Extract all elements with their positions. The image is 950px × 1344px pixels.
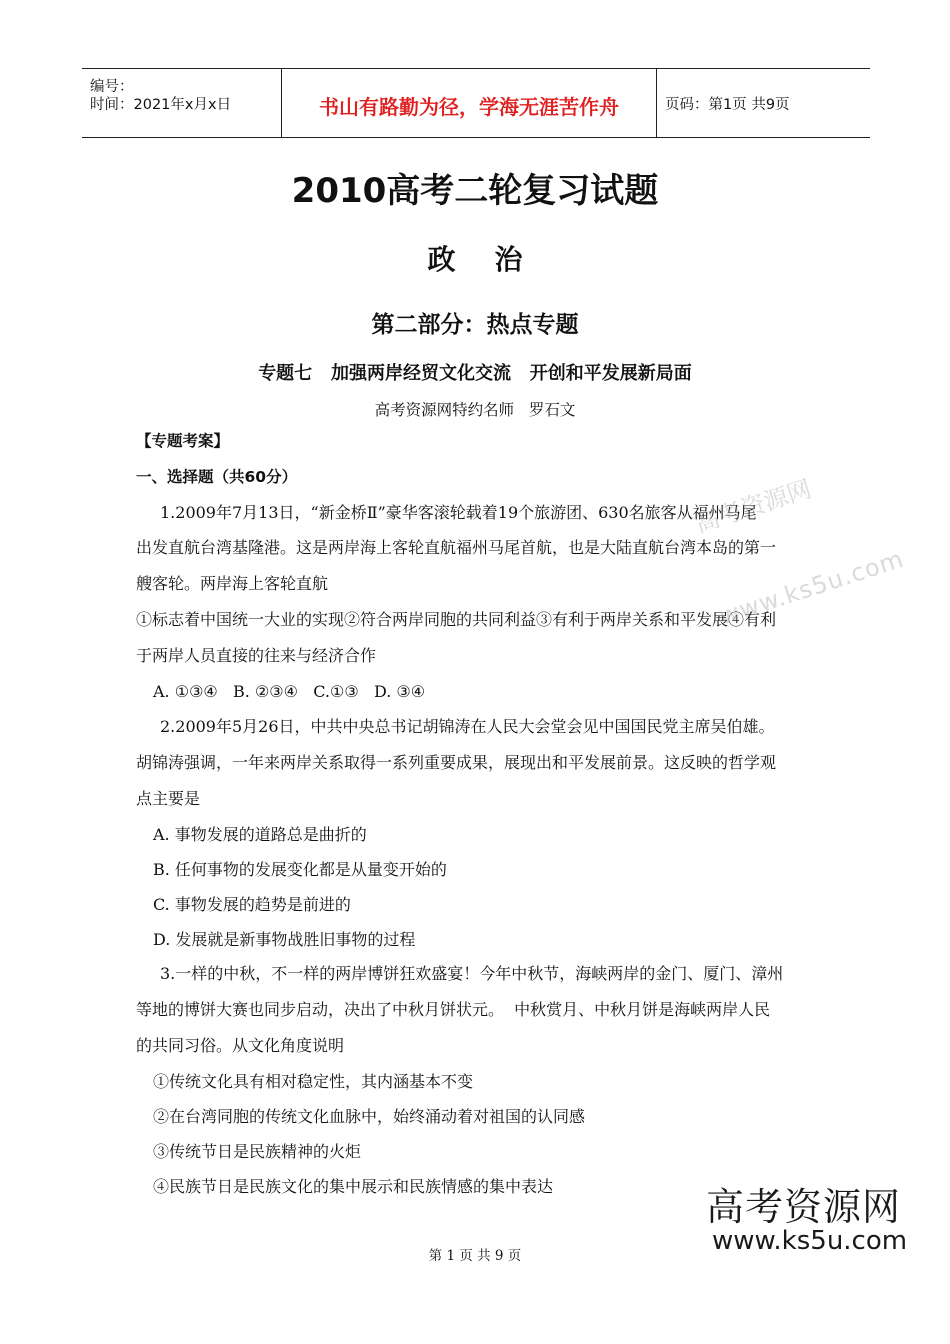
header-right-cell bbox=[657, 69, 870, 137]
question-3-line-2: 等地的博饼大赛也同步启动，决出了中秋月饼状元。 中秋赏月、中秋月饼是海峡两岸人民 bbox=[136, 1000, 771, 1019]
question-2-option-a: A. 事物发展的道路总是曲折的 bbox=[153, 825, 367, 844]
watermark-cn: 高考资源网 bbox=[691, 474, 815, 539]
document-title: 2010高考二轮复习试题 bbox=[291, 171, 659, 211]
subject-heading: 政 治 bbox=[427, 243, 523, 276]
header-middle-cell bbox=[281, 69, 657, 137]
question-3-statement-3: ③传统节日是民族精神的火炬 bbox=[153, 1142, 362, 1161]
number-label: 编号： bbox=[90, 79, 134, 95]
section-heading: 【专题考案】 bbox=[136, 432, 230, 450]
topic-heading: 专题七 加强两岸经贸文化交流 开创和平发展新局面 bbox=[258, 363, 692, 384]
question-1-options: A. ①③④ B. ②③④ C.①③ D. ③④ bbox=[153, 682, 426, 701]
question-1-line-1: 1.2009年7月13日，“新金桥Ⅱ”豪华客滚轮载着19个旅游团、630名旅客从福州马尾 bbox=[160, 503, 757, 522]
question-2-option-c: C. 事物发展的趋势是前进的 bbox=[153, 895, 351, 914]
time-label: 时间：2021年x月x日 bbox=[90, 97, 232, 113]
question-2-option-d: D. 发展就是新事物战胜旧事物的过程 bbox=[153, 930, 416, 949]
question-2-option-b: B. 任何事物的发展变化都是从量变开始的 bbox=[153, 860, 447, 879]
motto: 书山有路勤为径，学海无涯苦作舟 bbox=[319, 95, 619, 119]
question-3-statement-2: ②在台湾同胞的传统文化血脉中，始终涌动着对祖国的认同感 bbox=[153, 1107, 586, 1126]
question-2-line-3: 点主要是 bbox=[136, 789, 201, 808]
watermark-url: www.ks5u.com bbox=[716, 544, 908, 631]
page-footer: 第 1 页 共 9 页 bbox=[428, 1248, 522, 1264]
page-info: 页码：第1页 共9页 bbox=[665, 97, 790, 113]
logo-text: 高考资源网 bbox=[706, 1185, 902, 1229]
question-1-statements-1: ①标志着中国统一大业的实现②符合两岸同胞的共同利益③有利于两岸关系和平发展④有利 bbox=[136, 610, 777, 629]
question-3-line-3: 的共同习俗。从文化角度说明 bbox=[136, 1036, 345, 1055]
header-table bbox=[82, 68, 870, 138]
question-3-statement-1: ①传统文化具有相对稳定性，其内涵基本不变 bbox=[153, 1072, 474, 1091]
question-1-statements-2: 于两岸人员直接的往来与经济合作 bbox=[136, 646, 377, 665]
question-3-line-1: 3.一样的中秋，不一样的两岸博饼狂欢盛宴！今年中秋节，海峡两岸的金门、厦门、漳州 bbox=[160, 964, 784, 983]
header-left-cell bbox=[82, 69, 281, 137]
part-heading: 第二部分：热点专题 bbox=[371, 312, 579, 338]
question-1-line-2: 出发直航台湾基隆港。这是两岸海上客轮直航福州马尾首航，也是大陆直航台湾本岛的第一 bbox=[136, 538, 777, 557]
section-one-heading: 一、选择题（共60分） bbox=[136, 468, 298, 486]
question-2-line-1: 2.2009年5月26日，中共中央总书记胡锦涛在人民大会堂会见中国国民党主席吴伯雄。 bbox=[160, 717, 775, 736]
logo-url: www.ks5u.com bbox=[712, 1226, 908, 1256]
author-line: 高考资源网特约名师 罗石文 bbox=[374, 401, 576, 419]
question-2-line-2: 胡锦涛强调，一年来两岸关系取得一系列重要成果，展现出和平发展前景。这反映的哲学观 bbox=[136, 753, 777, 772]
question-1-line-3: 艘客轮。两岸海上客轮直航 bbox=[136, 574, 329, 593]
question-3-statement-4: ④民族节日是民族文化的集中展示和民族情感的集中表达 bbox=[153, 1177, 554, 1196]
